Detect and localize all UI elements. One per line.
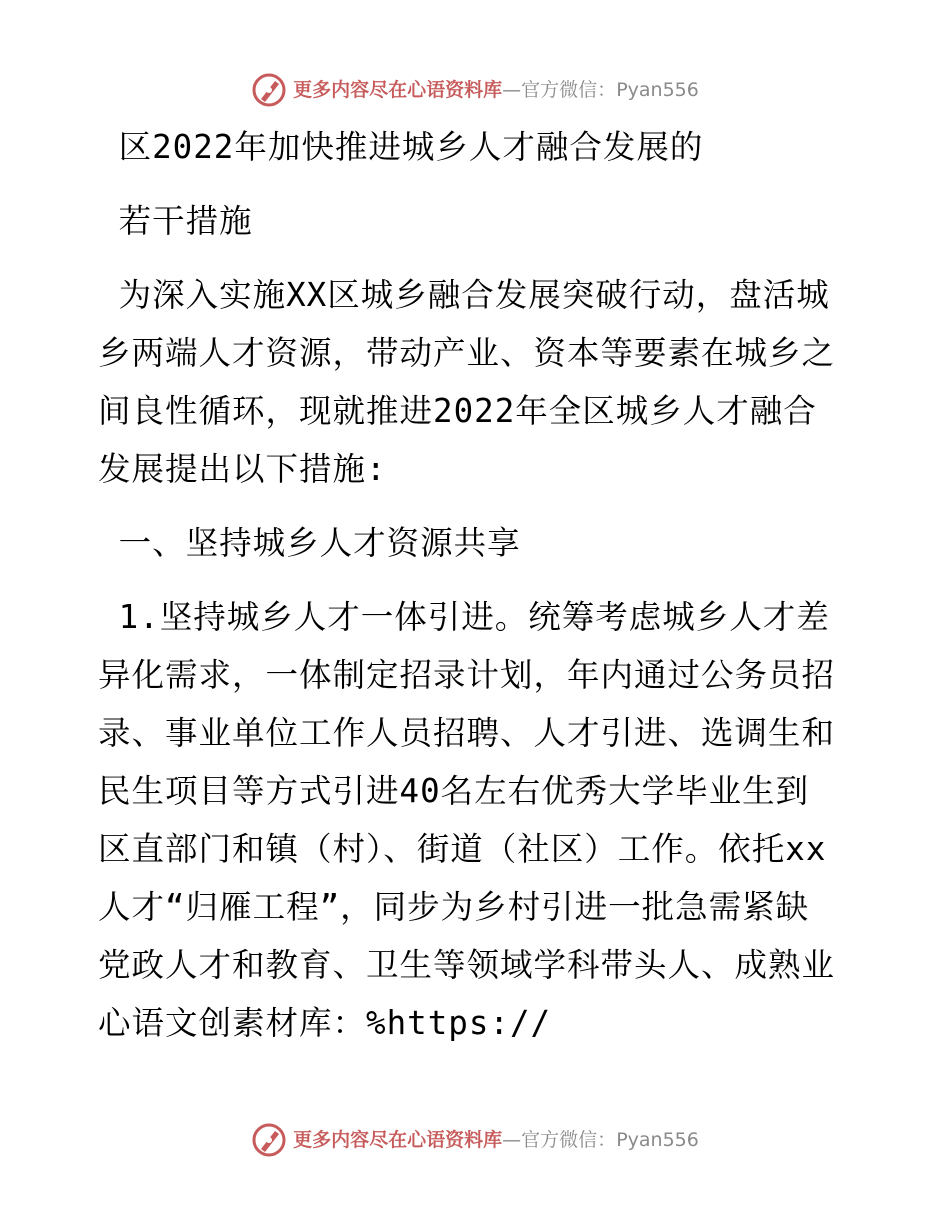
doc-paragraph-line: 间良性循环，现就推进2022年全区城乡人才融合 (98, 392, 817, 430)
watermark-separator: — (502, 1129, 522, 1151)
doc-paragraph-line: 异化需求，一体制定招录计划，年内通过公务员招 (98, 656, 836, 694)
watermark-account: Pyan556 (616, 1129, 699, 1151)
doc-paragraph-line: 党政人才和教育、卫生等领域学科带头人、成熟业 (98, 946, 836, 984)
watermark-separator: — (502, 79, 522, 101)
doc-title-line-2: 若干措施 (98, 202, 253, 240)
watermark-account: Pyan556 (616, 79, 699, 101)
watermark-main: 更多内容尽在心语资料库 (293, 1129, 503, 1151)
pen-logo-icon (251, 1122, 287, 1158)
doc-paragraph-line: 乡两端人才资源，带动产业、资本等要素在城乡之 (98, 334, 836, 372)
doc-paragraph-line: 区直部门和镇（村）、街道（社区）工作。依托xx (98, 830, 827, 868)
watermark-sub: 官方微信： (521, 79, 617, 101)
doc-paragraph-line: 为深入实施XX区城乡融合发展突破行动，盘活城 (98, 276, 830, 314)
header-watermark (0, 70, 950, 110)
doc-paragraph-line: 录、事业单位工作人员招聘、人才引进、选调生和 (98, 714, 836, 752)
doc-paragraph-line: 心语文创素材库：%https:// (98, 1004, 552, 1042)
watermark-main: 更多内容尽在心语资料库 (293, 79, 503, 101)
pen-logo-icon (251, 72, 287, 108)
doc-paragraph-line: 人才“归雁工程”，同步为乡村引进一批急需紧缺 (98, 888, 810, 926)
watermark-text (293, 1120, 699, 1160)
doc-section-heading: 一、坚持城乡人才资源共享 (98, 524, 521, 562)
footer-watermark (0, 1120, 950, 1160)
doc-paragraph-line: 1.坚持城乡人才一体引进。统筹考虑城乡人才差 (98, 598, 830, 636)
doc-paragraph-line: 民生项目等方式引进40名左右优秀大学毕业生到 (98, 772, 810, 810)
watermark-text (293, 70, 699, 110)
doc-paragraph-line: 发展提出以下措施: (98, 450, 387, 488)
watermark-sub: 官方微信： (521, 1129, 617, 1151)
doc-title-line-1: 区2022年加快推进城乡人才融合发展的 (98, 128, 704, 166)
